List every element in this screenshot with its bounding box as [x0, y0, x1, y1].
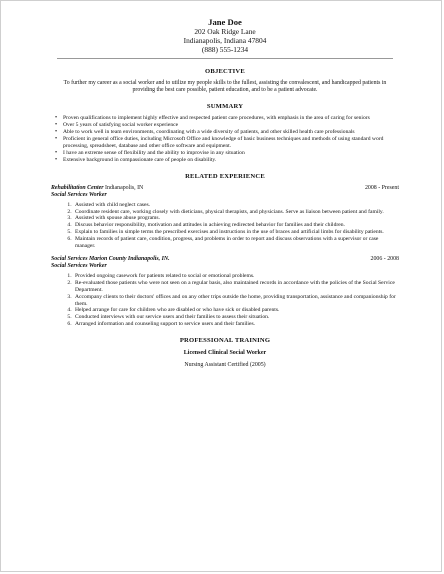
- duty-item: 6. Arranged information and counseling support to service users and their families.: [73, 321, 399, 328]
- job-duties-list: [51, 273, 399, 327]
- summary-item: • I have an extreme sense of flexibility and the ability to improvise in any situation: [63, 150, 399, 157]
- duty-item: 4. Discuss behavior responsibility, motivation and attitudes in achieving redirected behavior for families and their children.: [73, 222, 399, 229]
- job-title: Social Services Worker: [51, 191, 107, 198]
- duty-item: 1. Assisted with child neglect cases.: [73, 202, 399, 209]
- duty-item: 1. Provided ongoing casework for patients related to social or emotional problems.: [73, 273, 399, 280]
- job-dates: 2006 - 2008: [370, 256, 399, 263]
- summary-item: • Proven qualifications to implement highly effective and respected patient care procedures, with emphasis in the area of caring for seniors: [63, 115, 399, 122]
- contact-header: [51, 17, 399, 54]
- objective-heading: OBJECTIVE: [205, 68, 245, 75]
- summary-item: • Able to work well in team environments, coordinating with a wide diversity of patients, and other skilled health care professionals: [63, 129, 399, 136]
- header-divider: [57, 58, 393, 59]
- address-line: 202 Oak Ridge Lane: [194, 27, 256, 36]
- duty-item: 5. Conducted interviews with our service users and their families to assess their situation.: [73, 314, 399, 321]
- job-company: Rehabilitation Center: [51, 184, 104, 191]
- duty-item: 4. Helped arrange for care for children who are disabled or who have sick or disabled parents.: [73, 307, 399, 314]
- candidate-name: Jane Doe: [208, 17, 242, 27]
- job-header: [51, 256, 399, 263]
- summary-heading: SUMMARY: [206, 103, 244, 111]
- duty-item: 6. Maintain records of patient care, condition, progress, and problems in order to report and discuss observations with a supervisor or case manager.: [73, 236, 399, 250]
- summary-item: • Over 5 years of satisfying social worker experience: [63, 122, 399, 129]
- duty-item: 2. Re-evaluated those patients who were not seen on a regular basis, also maintained records in accordance with the policies of the Social Service Department.: [73, 280, 399, 294]
- job-company: Social Services Marion County Indianapolis, IN.: [51, 256, 170, 263]
- objective-text: To further my career as a social worker and to utilize my people skills to the fullest, assisting the convalescent, and handicapped patients in providing the best care possible, patient education, and to be a patient advocate.: [63, 80, 387, 94]
- duty-item: 3. Assisted with spouse abuse programs.: [73, 215, 399, 222]
- duty-item: 3. Accompany clients to their doctors' offices and on any other trips outside the home, providing transportation, assistance and companionship for them.: [73, 294, 399, 308]
- job-entry: [51, 256, 399, 327]
- training-title: Licensed Clinical Social Worker: [183, 349, 267, 356]
- phone-line: (888) 555-1234: [201, 45, 249, 54]
- duty-item: 5. Explain to families in simple terms the prescribed exercises and instructions in the use of braces and artificial limbs for disability patients.: [73, 229, 399, 236]
- training-certification: Nursing Assistant Certified (2005): [184, 361, 266, 368]
- city-line: Indianapolis, Indiana 47804: [183, 36, 267, 45]
- job-title: Social Services Worker: [51, 263, 107, 270]
- summary-item: • Proficient in general office duties, including Microsoft Office and knowledge of basic business techniques and methods of using standard word processing, spreadsheet, database and other office software and equipment.: [63, 136, 399, 150]
- experience-heading: RELATED EXPERIENCE: [185, 172, 265, 180]
- job-duties-list: [51, 202, 399, 250]
- job-dates: 2008 - Present: [364, 184, 399, 191]
- summary-list: [51, 115, 399, 163]
- job-entry: [51, 185, 399, 250]
- job-header: [51, 185, 399, 192]
- job-location: Indianapolis, IN: [105, 184, 144, 191]
- training-section: [51, 350, 399, 368]
- duty-item: 2. Coordinate resident care, working closely with dieticians, physical therapists, and physicians. Serve as liaison between patient and family.: [73, 209, 399, 216]
- summary-item: • Extensive background in compassionate care of people on disability.: [63, 157, 399, 164]
- training-heading: PROFESSIONAL TRAINING: [179, 336, 271, 344]
